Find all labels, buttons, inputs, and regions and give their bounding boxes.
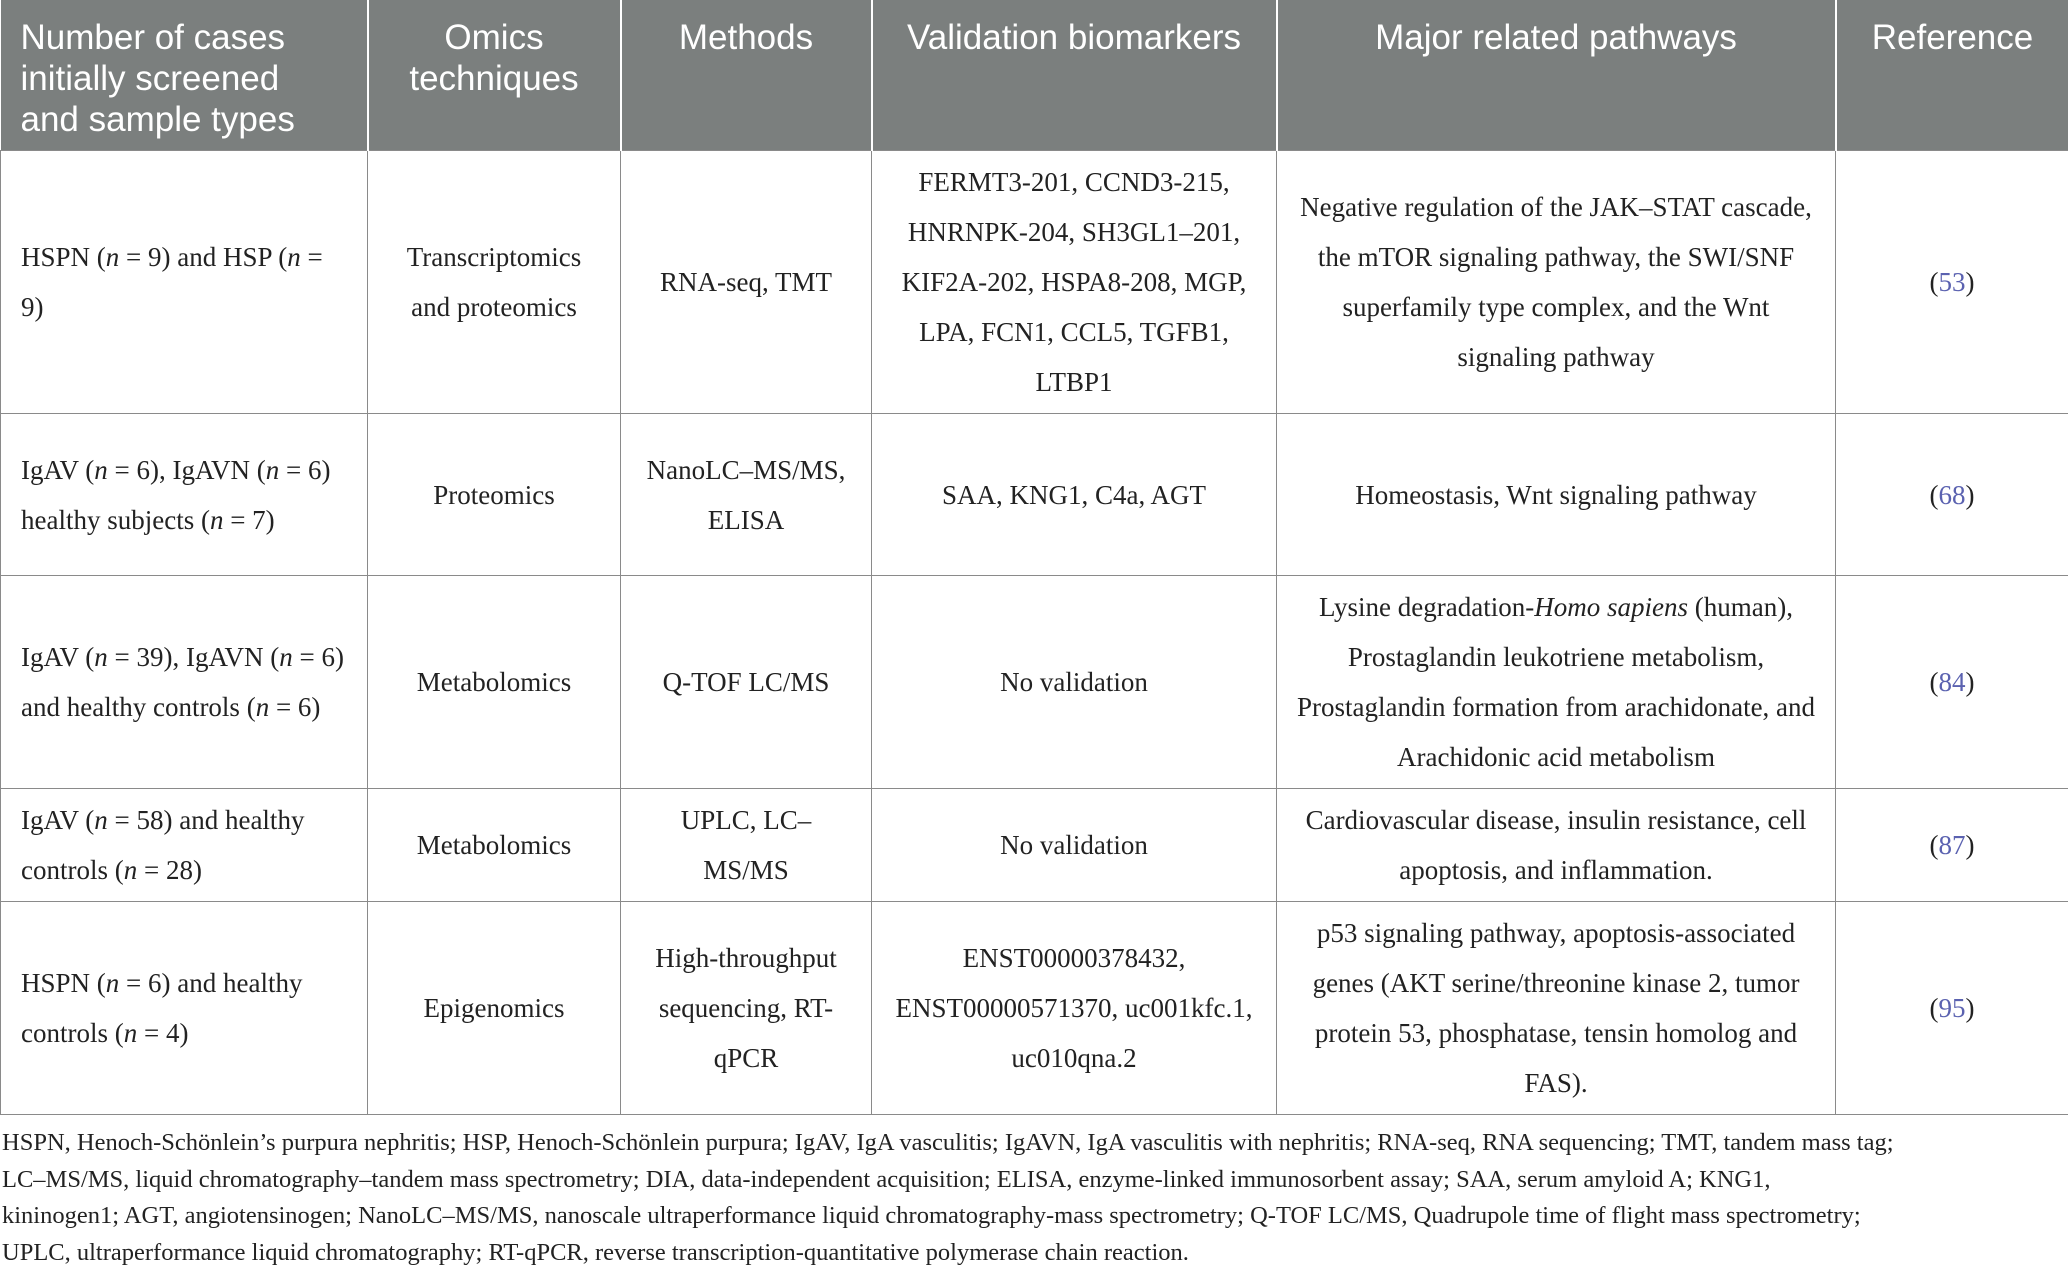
table-row [1, 414, 2068, 576]
cell-methods: High-throughput sequencing, RT-qPCR [621, 902, 872, 1115]
header-omics: Omics techniques [368, 0, 621, 151]
cell-cases: IgAV (n = 6), IgAVN (n = 6) healthy subjects (n = 7) [1, 414, 368, 576]
reference-link[interactable]: 84 [1938, 667, 1966, 697]
cell-biomarkers: SAA, KNG1, C4a, AGT [872, 414, 1277, 576]
reference-link[interactable]: 53 [1938, 267, 1966, 297]
cell-reference: (95) [1836, 902, 2068, 1115]
cell-cases: IgAV (n = 58) and healthy controls (n = 28) [1, 789, 368, 902]
cell-omics: Transcriptomics and proteomics [368, 151, 621, 414]
header-methods: Methods [621, 0, 872, 151]
cell-omics: Epigenomics [368, 902, 621, 1115]
table-row [1, 789, 2068, 902]
cell-omics: Proteomics [368, 414, 621, 576]
cell-pathways: p53 signaling pathway, apoptosis-associated genes (AKT serine/threonine kinase 2, tumor protein 53, phosphatase, tensin homolog and FAS). [1277, 902, 1836, 1115]
cell-biomarkers: FERMT3-201, CCND3-215, HNRNPK-204, SH3GL1–201, KIF2A-202, HSPA8-208, MGP, LPA, FCN1, CCL5, TGFB1, LTBP1 [872, 151, 1277, 414]
cell-biomarkers: ENST00000378432, ENST00000571370, uc001kfc.1, uc010qna.2 [872, 902, 1277, 1115]
reference-link[interactable]: 68 [1938, 479, 1966, 510]
cell-biomarkers: No validation [872, 789, 1277, 902]
cell-reference: (68) [1836, 414, 2068, 576]
table-row [1, 151, 2068, 414]
cell-pathways: Homeostasis, Wnt signaling pathway [1277, 414, 1836, 576]
reference-link[interactable]: 95 [1938, 993, 1966, 1023]
cell-methods: RNA-seq, TMT [621, 151, 872, 414]
cell-pathways: Negative regulation of the JAK–STAT cascade, the mTOR signaling pathway, the SWI/SNF superfamily type complex, and the Wnt signaling pathway [1277, 151, 1836, 414]
cell-cases: HSPN (n = 9) and HSP (n = 9) [1, 151, 368, 414]
header-reference: Reference [1836, 0, 2068, 151]
table-row [1, 576, 2068, 789]
cell-cases: HSPN (n = 6) and healthy controls (n = 4) [1, 902, 368, 1115]
header-row [1, 0, 2068, 151]
footnote-line: HSPN, Henoch-Schönlein’s purpura nephritis; HSP, Henoch-Schönlein purpura; IgAV, IgA vasculitis; IgAVN, IgA vasculitis with nephritis; RNA-seq, RNA sequencing; TMT, tandem mass tag; [2, 1129, 1894, 1156]
cell-cases: IgAV (n = 39), IgAVN (n = 6) and healthy controls (n = 6) [1, 576, 368, 789]
table-footnote [0, 1115, 2066, 1271]
header-cases: Number of cases initially screened and sample types [1, 0, 368, 151]
footnote-line: UPLC, ultraperformance liquid chromatography; RT-qPCR, reverse transcription-quantitative polymerase chain reaction. [2, 1238, 1189, 1266]
cell-pathways: Cardiovascular disease, insulin resistance, cell apoptosis, and inflammation. [1277, 789, 1836, 902]
cell-reference: (87) [1836, 789, 2068, 902]
cell-omics: Metabolomics [368, 576, 621, 789]
cell-pathways: Lysine degradation-Homo sapiens (human), Prostaglandin leukotriene metabolism, Prostaglandin formation from arachidonate, and Arachidonic acid metabolism [1277, 576, 1836, 789]
cell-biomarkers: No validation [872, 576, 1277, 789]
header-biomarkers: Validation biomarkers [872, 0, 1277, 151]
header-pathways: Major related pathways [1277, 0, 1836, 151]
table-row [1, 902, 2068, 1115]
cell-methods: NanoLC–MS/MS, ELISA [621, 414, 872, 576]
cell-omics: Metabolomics [368, 789, 621, 902]
cell-methods: Q-TOF LC/MS [621, 576, 872, 789]
cell-reference: (84) [1836, 576, 2068, 789]
footnote-line: kininogen1; AGT, angiotensinogen; NanoLC–MS/MS, nanoscale ultraperformance liquid chromatography-mass spectrometry; Q-TOF LC/MS, Quadrupole time of flight mass spectrometry; [2, 1202, 1861, 1229]
footnote-line: LC–MS/MS, liquid chromatography–tandem mass spectrometry; DIA, data-independent acquisition; ELISA, enzyme-linked immunosorbent assay; SAA, serum amyloid A; KNG1, [2, 1165, 1771, 1193]
cell-methods: UPLC, LC–MS/MS [621, 789, 872, 902]
reference-link[interactable]: 87 [1938, 830, 1966, 860]
cell-reference: (53) [1836, 151, 2068, 414]
